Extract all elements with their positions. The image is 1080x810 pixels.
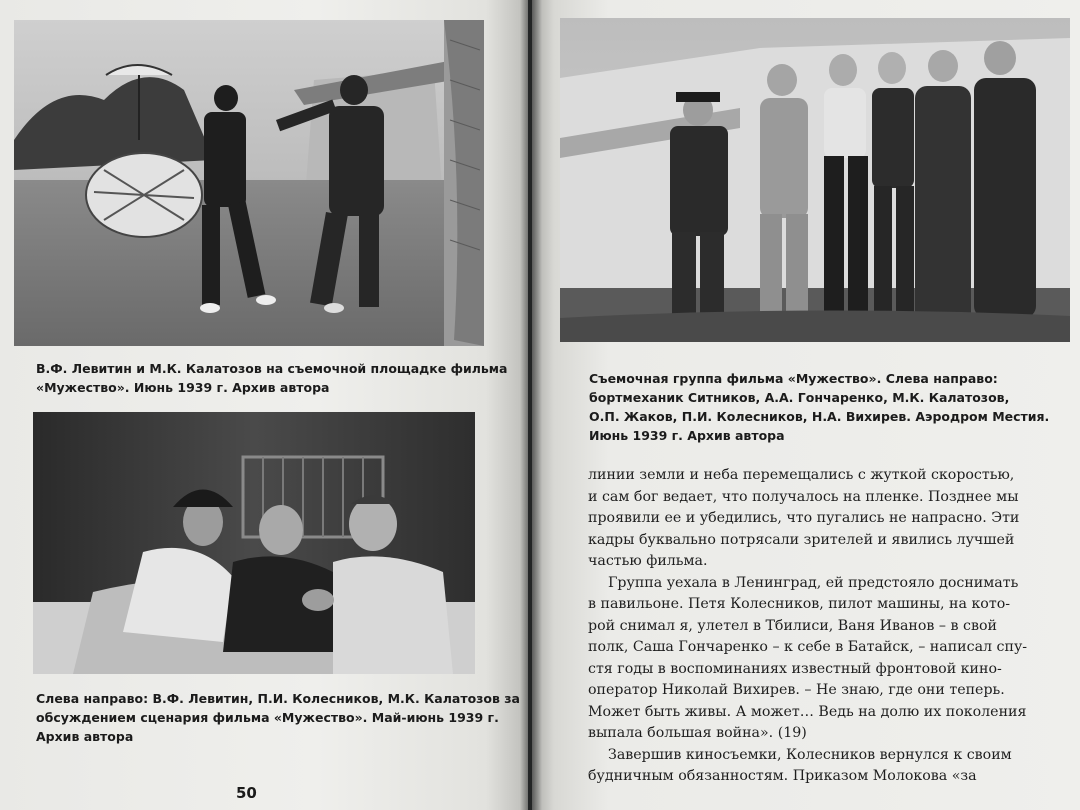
- caption-photo-film-set: [36, 359, 507, 397]
- body-line: и сам бог ведает, что получалось на пленке. Позднее мы: [588, 488, 1019, 505]
- photo-film-crew-airfield: [560, 18, 1070, 342]
- photo-script-discussion: [33, 412, 475, 674]
- caption-line: В.Ф. Левитин и М.К. Калатозов на съемочной площадке фильма: [36, 361, 508, 376]
- caption-line: обсуждением сценария фильма «Мужество». Май-июнь 1939 г.: [36, 710, 499, 725]
- body-line: линии земли и неба перемещались с жуткой скоростью,: [588, 467, 1015, 483]
- caption-line: «Мужество». Июнь 1939 г. Архив автора: [36, 380, 330, 395]
- caption-line: бортмеханик Ситников, А.А. Гончаренко, М.К. Калатозов,: [589, 390, 1010, 405]
- body-text: [588, 465, 1066, 788]
- caption-photo-film-crew: [589, 369, 1049, 445]
- body-line: рой снимал я, улетел в Тбилиси, Ваня Иванов – в свой: [588, 617, 997, 634]
- body-line: Группа уехала в Ленинград, ей предстояло доснимать: [608, 574, 1019, 591]
- body-line: Завершив киносъемки, Колесников вернулся к своим: [608, 746, 1012, 763]
- body-line: стя годы в воспоминаниях известный фронтовой кино-: [588, 660, 1002, 677]
- body-line: выпала большая война». (19): [588, 725, 807, 741]
- caption-line: Архив автора: [36, 729, 134, 744]
- caption-line: Июнь 1939 г. Архив автора: [589, 428, 785, 443]
- caption-photo-script-discussion: [36, 689, 520, 746]
- body-line: оператор Николай Вихирев. – Не знаю, где они теперь.: [588, 682, 1005, 698]
- body-line: полк, Саша Гончаренко – к себе в Батайск, – написал спу-: [588, 639, 1028, 655]
- book-gutter: [520, 0, 542, 810]
- page-number: 50: [236, 784, 257, 802]
- body-line: проявили ее и убедились, что пугались не напрасно. Эти: [588, 510, 1020, 526]
- photo-film-set: [14, 20, 484, 346]
- caption-line: О.П. Жаков, П.И. Колесников, Н.А. Вихирев. Аэродром Местия.: [589, 409, 1050, 424]
- body-line: Может быть живы. А может… Ведь на долю их поколения: [588, 703, 1027, 720]
- body-line: будничным обязанностям. Приказом Молокова «за: [588, 768, 977, 784]
- caption-line: Съемочная группа фильма «Мужество». Слева направо:: [589, 371, 998, 386]
- body-line: в павильоне. Петя Колесников, пилот машины, на кото-: [588, 596, 1011, 612]
- body-line: кадры буквально потрясали зрителей и явились лучшей: [588, 531, 1015, 548]
- body-line: частью фильма.: [588, 553, 708, 569]
- caption-line: Слева направо: В.Ф. Левитин, П.И. Колесников, М.К. Калатозов за: [36, 691, 520, 706]
